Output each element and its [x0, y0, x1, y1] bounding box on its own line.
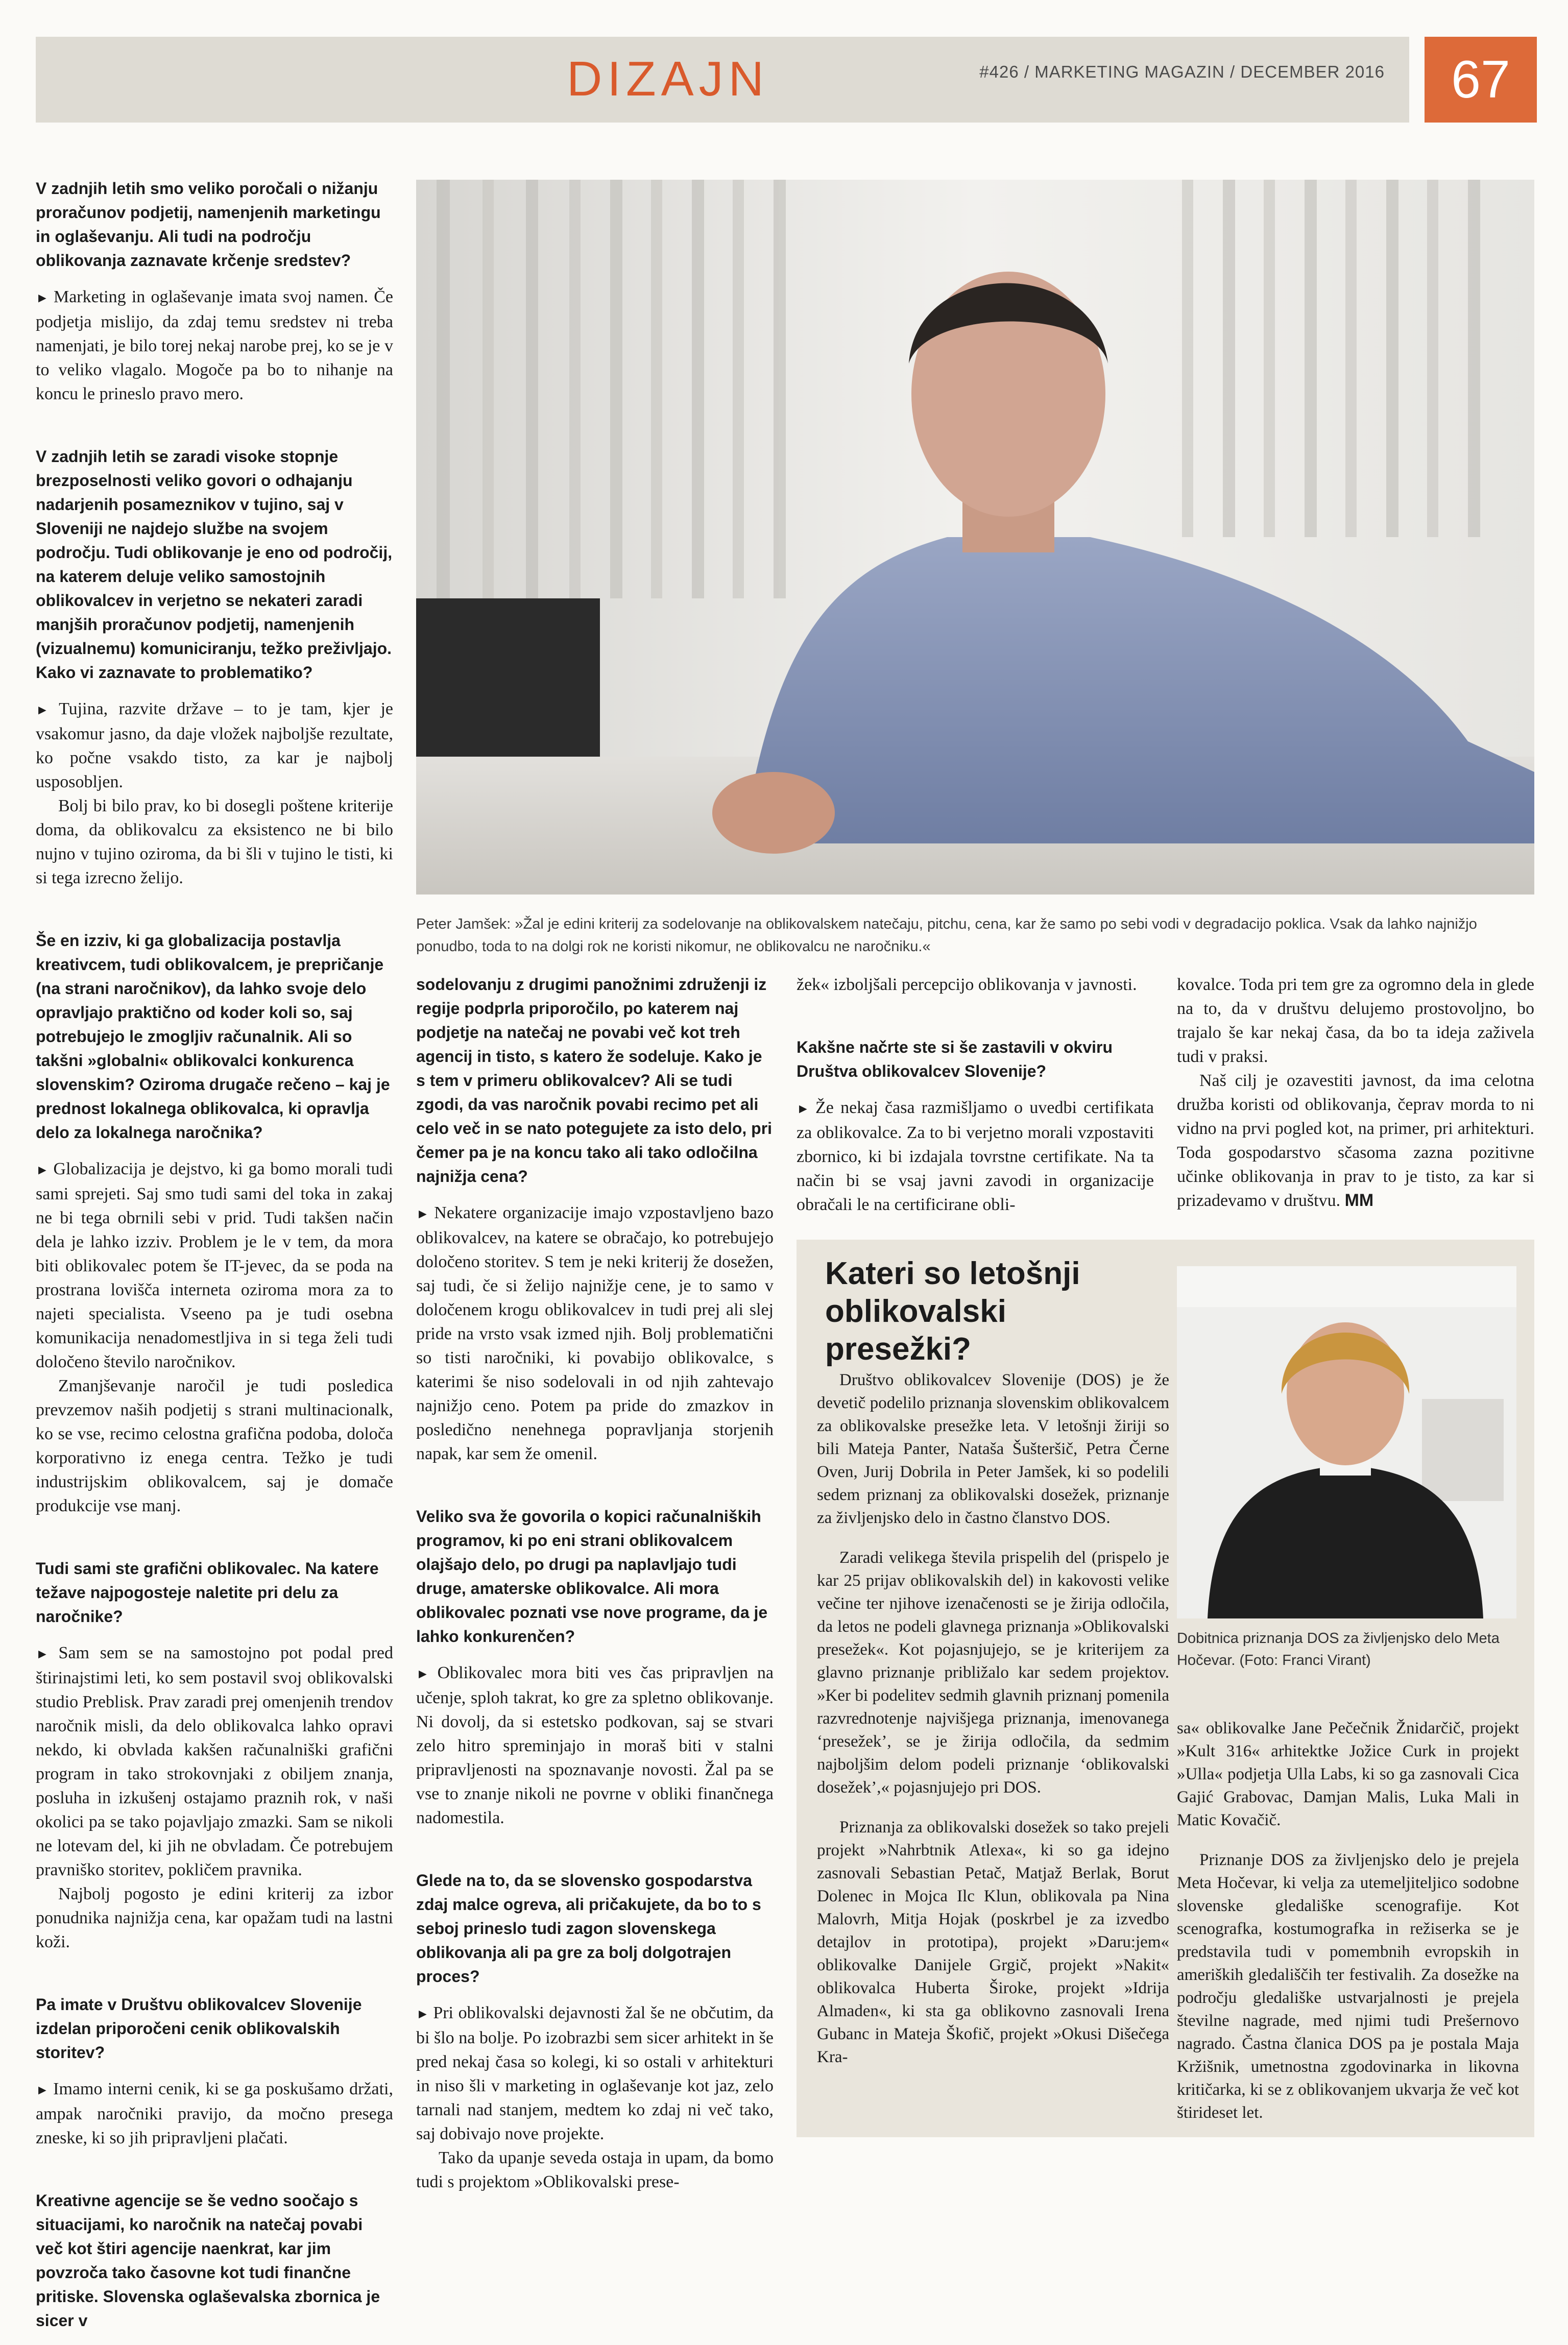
answer: ► Tujina, razvite države – to je tam, kjer je vsakomur jasno, da daje vložek najboljše rezultate, ko počne vsakdo tisto, za kar je najbolj usposobljen.: [36, 699, 394, 791]
answer: ► Sam sem se na samostojno pot podal pred štirinajstimi leti, ko sem postavil svoj oblikovalski studio Preblisk. Prav zaradi prej omenjenih trendov naročnik misli, da delo oblikovalca lahko opravi nekdo, ki obvlada kakšen računalniški grafični program in tako strokovnjaki z obiljem znanja, posluha in izkušenj ostajamo praznih rok, v naši okolici pa se tako pojavljajo zmazki. Sam se nikoli ne lotevam del, ki jih ne obvladam. Če potrebujem pravniško storitev, pokličem pravnika.: [36, 1643, 393, 1879]
sidebar-box: [797, 1240, 1534, 2137]
section-title: DIZAJN: [567, 52, 769, 106]
triangle-bullet-icon: ►: [797, 1101, 816, 1116]
question: V zadnjih letih se zaradi visoke stopnje brezposelnosti veliko govori o odhajanju nadarjenih posameznikov v tujino, saj v Sloveniji ne najdejo službe na svojem področju. Tudi oblikovanje je eno od področij, na katerem deluje veliko samostojnih oblikovalcev in verjetno se nekateri zaradi manjših proračunov podjetij, namenjenih (vizualnemu) komuniciranju, težko preživljajo. Kako vi zaznavate to problematiko?: [36, 447, 393, 682]
article-column-3: [797, 973, 1154, 1229]
portrait-photo: [416, 180, 1534, 895]
answer: ► Pri oblikovalski dejavnosti žal še ne občutim, da bi šlo na bolje. Po izobrazbi sem sicer arhitekt in še pred nekaj časa so kolegi, ki so ostali v arhitekturi in niso šli v marketing in oglaševanje kot jaz, zelo tarnali nad stanjem, medtem ko zdaj ni več tako, saj dobivajo nove projekte.: [416, 2003, 774, 2143]
award-winner-photo: [1177, 1266, 1516, 1618]
answer: ► Imamo interni cenik, ki se ga poskušamo držati, ampak naročniki pravijo, da močno presega zneske, ki so jih pripravljeni plačati.: [36, 2080, 393, 2147]
answer-paragraph: kovalce. Toda pri tem gre za ogromno dela in glede na to, da v društvu delujemo prostovoljno, bo trajalo še kar nekaj časa, da bo ta ideja zaživela tudi v praksi.: [1177, 975, 1534, 1066]
question: Veliko sva že govorila o kopici računalniških programov, ki po eni strani oblikovalcem olajšajo delo, po drugi pa naplavljajo tudi druge, amaterske oblikovalce. Ali mora oblikovalec poznati vse nove programe, da je lahko konkurenčen?: [416, 1507, 768, 1646]
answer-paragraph: žek« izboljšali percepcijo oblikovanja v javnosti.: [797, 975, 1137, 994]
answer-paragraph: Bolj bi bilo prav, ko bi dosegli poštene kriterije doma, da oblikovalcu za eksistenco ne bi bilo nujno v tujino oziroma, da bi šli v tujino le tisti, ki si tega izrecno želijo.: [36, 796, 393, 887]
sidebar-paragraph: sa« oblikovalke Jane Pečečnik Žnidarčič, projekt »Kult 316« arhitektke Jožice Curk in projekt »Ulla« podjetja Ulla Labs, ki so ga zasnovali Cica Gajić Grabovac, Damjan Malis, Luka Mali in Matic Kovačič.: [1177, 1719, 1519, 1829]
question: Pa imate v Društvu oblikovalcev Slovenije izdelan priporočeni cenik oblikovalskih storitev?: [36, 1995, 362, 2062]
article-column-1: [36, 177, 393, 2345]
answer: ► Marketing in oglaševanje imata svoj namen. Če podjetja mislijo, da zdaj temu sredstev ni treba namenjati, je bilo torej nekaj narobe prej, ko se je v to veliko vlagalo. Mogoče pa bo to nihanje na koncu le prineslo pravo mero.: [36, 287, 394, 403]
answer-paragraph: Zmanjševanje naročil je tudi posledica prevzemov naših podjetij s strani multinacionalk, ko se vse, recimo celostna grafična podoba, določa korporativno iz enega centra. Težko je tudi industrijskim oblikovalcem, saj je domače produkcije vse manj.: [36, 1376, 393, 1515]
sidebar-paragraph: Zaradi velikega števila prispelih del (prispelo je kar 25 prijav oblikovalskih del) in kakovosti velike večine ter njihove izenačenosti se je žirija odločila, da letos ne podeli glavnega priznanja »Oblikovalski presežek«. Kot pojasnjujejo, se je kriterijem za glavno priznanje približalo kar sedem projektov. »Ker bi podelitev sedmih glavnih priznanj pomenila razvrednotenje najvišjega priznanja, imenovanega ‘presežek’, se je žirija odločila, da sedmim najboljšim delom podeli priznanje ‘oblikovalski dosežek’,« pojasnjujejo pri DOS.: [817, 1549, 1169, 1797]
triangle-bullet-icon: ►: [36, 291, 54, 305]
article-column-4: [1177, 973, 1534, 1225]
page-number: 67: [1425, 37, 1537, 123]
triangle-bullet-icon: ►: [416, 1206, 435, 1221]
question: Glede na to, da se slovensko gospodarstva zdaj malce ogreva, ali pričakujete, da bo to s seboj prineslo tudi zagon slovenskega oblikovanja ali pa gre za bolj dolgotrajen proces?: [416, 1871, 761, 1986]
answer: ► Že nekaj časa razmišljamo o uvedbi certifikata za oblikovalce. Za to bi verjetno morali vzpostaviti zbornico, ki bi izdajala tovrstne certifikate. Na ta način bi se vsaj javni zavodi in organizacije obračali le na certificirane obli-: [797, 1098, 1154, 1214]
triangle-bullet-icon: ►: [36, 2083, 54, 2097]
article-column-2: [416, 973, 774, 2206]
answer: ► Oblikovalec mora biti ves čas pripravljen na učenje, sploh takrat, ko gre za spletno oblikovanje. Ni dovolj, da si estetsko podkovan, saj se stvari zelo hitro spreminjajo in moraš biti v stalni pripravljenosti na spoznavanje novosti. Žal pa se vse to znanje nikoli ne povrne v obliki finančnega nadomestila.: [416, 1663, 774, 1827]
photo-caption: Peter Jamšek: »Žal je edini kriterij za sodelovanje na oblikovalskem natečaju, pitchu, cena, kar že samo po sebi vodi v degradacijo poklica. Vsak da lahko najnižjo ponudbo, toda to na dolgi rok ne koristi nikomur, ne oblikovalcu ne naročniku.«: [416, 916, 1477, 955]
sidebar-paragraph: Priznanje DOS za življenjsko delo je prejela Meta Hočevar, ki velja za utemeljiteljico sodobne slovenske gledališke scenografije. Kot scenografka, kostumografka in režiserka se je predstavila tudi v pomembnih evropskih in ameriških gledališčih ter festivalih. Za dosežke na področju gledališke ustvarjalnosti je prejela številne nagrade, med njimi tudi Prešernovo nagrado. Častna članica DOS pa je postala Maja Kržišnik, umetnostna zgodovinarka in likovna kritičarka, ki se z oblikovanjem ukvarja že več kot štirideset let.: [1177, 1851, 1519, 2122]
triangle-bullet-icon: ►: [36, 1647, 59, 1661]
author-signature: MM: [1344, 1191, 1374, 1210]
answer-paragraph: Najbolj pogosto je edini kriterij za izbor ponudnika najnižja cena, kar opažam tudi na lastni koži.: [36, 1884, 393, 1951]
sidebar-column-1: [817, 1352, 1169, 2086]
answer-paragraph: Tako da upanje seveda ostaja in upam, da bomo tudi s projektom »Oblikovalski prese-: [416, 2148, 774, 2191]
triangle-bullet-icon: ►: [416, 1666, 438, 1681]
answer: ► Nekatere organizacije imajo vzpostavljeno bazo oblikovalcev, na katere se obračajo, ko potrebujejo določeno storitev. S tem je neki kriterij že dosežen, saj tudi, če si želijo najnižje cene, je to samo v določenem krogu oblikovalcev in tudi prej ali slej pride na vrsto vsak izmed njih. Bolj problematični so tisti naročniki, ki povabijo oblikovalce, s katerimi še niso sodelovali in od njih zahtevajo najnižjo ceno. Potem pa pride do zmazkov in posledično nenehnega popravljanja storjenih napak, kar sem že omenil.: [416, 1203, 774, 1463]
sidebar-column-2: [1177, 1700, 1519, 2141]
question: Še en izziv, ki ga globalizacija postavlja kreativcem, tudi oblikovalcem, je prepričanje (na strani naročnikov), da lahko svoje delo opravljajo praktično od koder koli so, saj potrebujejo le zmogljiv računalnik. Ali so takšni »globalni« oblikovalci konkurenca slovenskim? Oziroma drugače rečeno – kaj je prednost lokalnega oblikovalca, ki opravlja delo za lokalnega naročnika?: [36, 931, 390, 1142]
sidebar-paragraph: Priznanja za oblikovalski dosežek so tako prejeli projekt »Nahrbtnik Atlexa«, ki so ga idejno zasnovali Sebastian Petač, Matjaž Berlak, Borut Dolenec in Mojca Ilc Klun, oblikovala pa Nina Malovrh, Mitja Hojak (poskrbel je za izvedbo detajlov in prototipa), projekt »Daru:jem« oblikovalke Danijele Grgič, projekt »Nakit« oblikovalca Huberta Široke, projekt »Idrija Almaden«, ki sta ga oblikovno zasnovali Irena Gubanc in Mateja Škofič, projekt »Okusi Dišečega Kra-: [817, 1818, 1169, 2066]
portrait-photo-image: [416, 180, 1534, 895]
question: V zadnjih letih smo veliko poročali o nižanju proračunov podjetij, namenjenih marketingu in oglaševanju. Ali tudi na področju oblikovanja zaznavate krčenje sredstev?: [36, 179, 381, 270]
question: Tudi sami ste grafični oblikovalec. Na katere težave najpogosteje naletite pri delu za naročnike?: [36, 1559, 379, 1626]
issue-line: #426 / MARKETING MAGAZIN / DECEMBER 2016: [979, 62, 1385, 81]
question: sodelovanju z drugimi panožnimi združenji iz regije podprla priporočilo, po katerem naj podjetje na natečaj ne povabi več kot treh agencij in tisto, s katero že sodeluje. Kako je s tem v primeru oblikovalcev? Ali se tudi zgodi, da vas naročnik povabi recimo pet ali celo več in se nato potegujete za isto delo, pri čemer pa je na koncu tako ali tako odločilna najnižja cena?: [416, 975, 773, 1186]
sidebar-photo-caption: Dobitnica priznanja DOS za življenjsko delo Meta Hočevar. (Foto: Franci Virant): [1177, 1630, 1500, 1669]
sidebar-paragraph: Društvo oblikovalcev Slovenije (DOS) je že devetič podelilo priznanja slovenskim oblikovalcem za oblikovalske presežke leta. V letošnji žiriji so bili Mateja Panter, Nataša Šušteršič, Petra Černe Oven, Jurij Dobrila in Peter Jamšek, ki so podelili sedem priznanj za oblikovalski dosežek, priznanje za življenjsko delo in častno članstvo DOS.: [817, 1371, 1169, 1527]
triangle-bullet-icon: ►: [36, 703, 59, 717]
answer: ► Globalizacija je dejstvo, ki ga bomo morali tudi sami sprejeti. Saj smo tudi sami del toka in zakaj ne bi tega obrnili sebi v prid. Tudi takšen način dela je lahko izziv. Problem je le v tem, da mora biti oblikovalec potem še IT-jevec, da se poda na prostrana lovišča interneta oziroma mora za to najeti specialista. Vseeno pa je tudi osebna komunikacija nenadomestljiva in si tega želi tudi določeno število naročnikov.: [36, 1159, 394, 1371]
award-winner-photo-image: [1177, 1266, 1516, 1618]
question: Kreativne agencije se še vedno soočajo s situacijami, ko naročnik na natečaj povabi več kot štiri agencije naenkrat, kar jim povzroča tako časovne kot tudi finančne pritiske. Slovenska oglaševalska zbornica je sicer v: [36, 2191, 380, 2330]
sidebar-title: Kateri so letošnji oblikovalski presežki?: [825, 1256, 1080, 1367]
question: Kakšne načrte ste si še zastavili v okviru Društva oblikovalcev Slovenije?: [797, 1038, 1113, 1080]
triangle-bullet-icon: ►: [36, 1163, 54, 1177]
page-header: [36, 37, 1409, 123]
answer-paragraph: Naš cilj je ozavestiti javnost, da ima celotna družba koristi od oblikovanja, čeprav morda to ni vidno na prvi pogled kot, na primer, pri arhitekturi. Toda gospodarstvo sčasoma zazna pozitivne učinke oblikovanja in prav to je tisto, za kar si prizadevamo v društvu. MM: [1177, 1071, 1534, 1210]
triangle-bullet-icon: ►: [416, 2006, 433, 2021]
